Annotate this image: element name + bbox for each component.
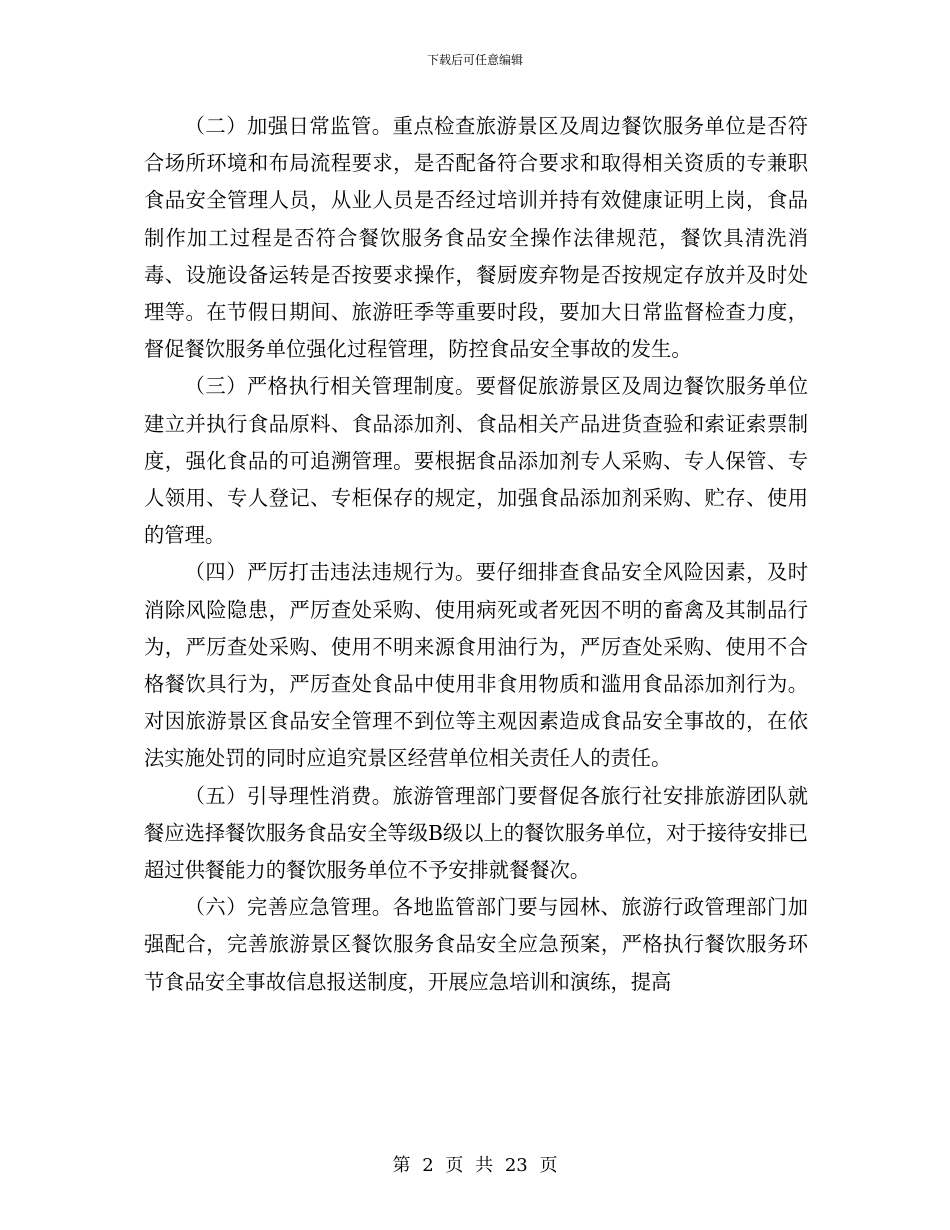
- paragraph-section-6: （六）完善应急管理。各地监管部门要与园林、旅游行政管理部门加强配合，完善旅游景区餐饮服务食品安全应急预案，严格执行餐饮服务环节食品安全事故信息报送制度，开展应急培训和演练，提高: [144, 895, 808, 994]
- document-body: [144, 108, 808, 1001]
- paragraph-section-3: （三）严格执行相关管理制度。要督促旅游景区及周边餐饮服务单位建立并执行食品原料、食品添加剂、食品相关产品进货查验和索证索票制度，强化食品的可追溯管理。要根据食品添加剂专人采购、专人保管、专人领用、专人登记、专柜保存的规定，加强食品添加剂采购、贮存、使用的管理。: [144, 374, 808, 548]
- paragraph-section-4: （四）严厉打击违法违规行为。要仔细排查食品安全风险因素，及时消除风险隐患，严厉查处采购、使用病死或者死因不明的畜禽及其制品行为，严厉查处采购、使用不明来源食用油行为，严厉查处采购、使用不合格餐饮具行为，严厉查处食品中使用非食用物质和滥用食品添加剂行为。对因旅游景区食品安全管理不到位等主观因素造成食品安全事故的，在依法实施处罚的同时应追究景区经营单位相关责任人的责任。: [144, 560, 808, 771]
- paragraph-section-5: （五）引导理性消费。旅游管理部门要督促各旅行社安排旅游团队就餐应选择餐饮服务食品安全等级B级以上的餐饮服务单位，对于接待安排已超过供餐能力的餐饮服务单位不予安排就餐餐次。: [144, 783, 808, 883]
- page-header-note: 下载后可任意编辑: [426, 53, 523, 67]
- page-number: 第 2 页 共 23 页: [392, 1155, 558, 1176]
- paragraph-section-2: （二）加强日常监管。重点检查旅游景区及周边餐饮服务单位是否符合场所环境和布局流程要求，是否配备符合要求和取得相关资质的专兼职食品安全管理人员，从业人员是否经过培训并持有效健康证明上岗，食品制作加工过程是否符合餐饮服务食品安全操作法律规范，餐饮具清洗消毒、设施设备运转是否按要求操作，餐厨废弃物是否按规定存放并及时处理等。在节假日期间、旅游旺季等重要时段，要加大日常监督检查力度，督促餐饮服务单位强化过程管理，防控食品安全事故的发生。: [144, 114, 808, 362]
